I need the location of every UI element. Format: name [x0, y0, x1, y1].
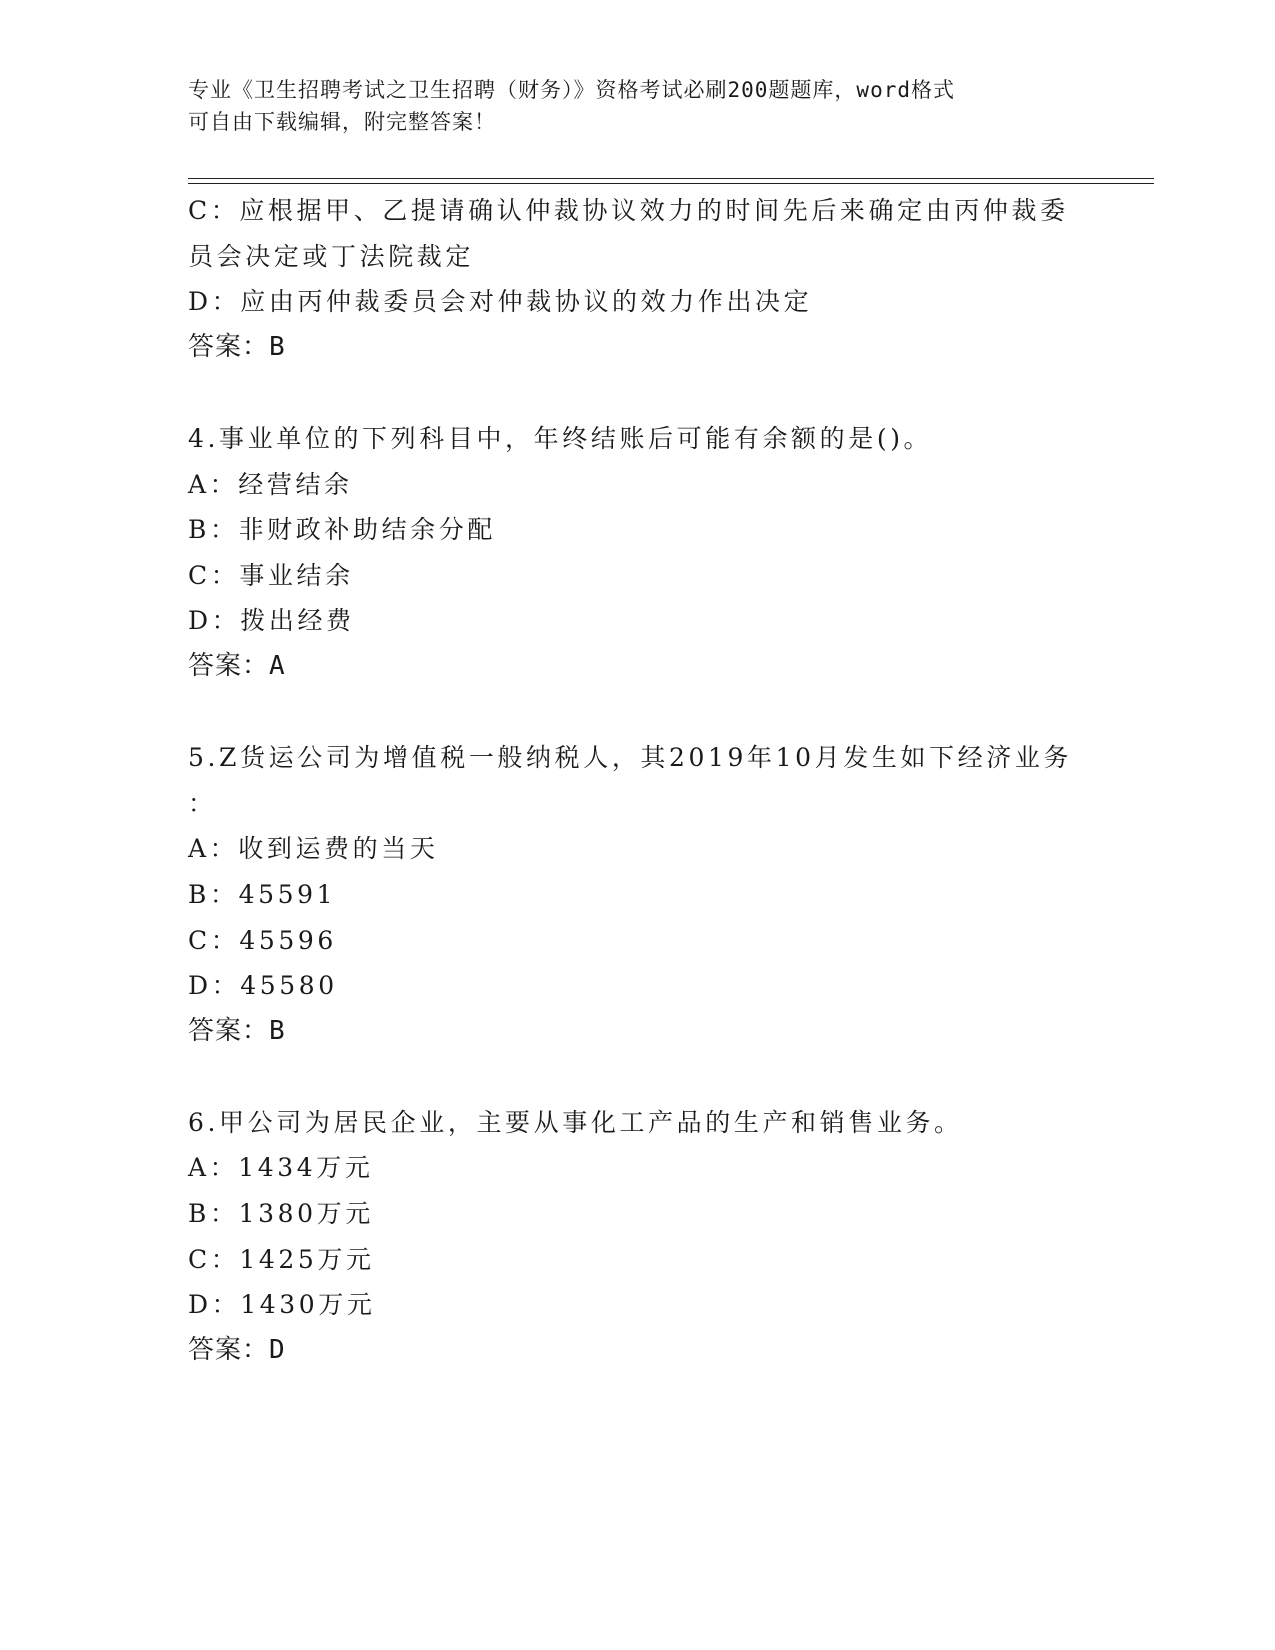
q3-option-c-line-1: C：应根据甲、乙提请确认仲裁协议效力的时间先后来确定由丙仲裁委	[188, 196, 1069, 225]
question-5	[188, 735, 1088, 1054]
q5-question-line-1: 5.Z货运公司为增值税一般纳税人，其2019年10月发生如下经济业务	[188, 743, 1073, 773]
q4-option-b: B：非财政补助结余分配	[188, 515, 496, 545]
question-4	[188, 416, 1088, 690]
q3-option-c-line-2: 员会决定或丁法院裁定	[188, 241, 475, 271]
q5-option-c: C：45596	[188, 925, 337, 955]
q5-question-line-2: ：	[188, 788, 217, 818]
spacer	[188, 1054, 1088, 1100]
q3-option-d: D：应由丙仲裁委员会对仲裁协议的效力作出决定	[188, 287, 813, 317]
q5-option-d: D：45580	[188, 971, 338, 1001]
q5-option-b: B：45591	[188, 879, 337, 909]
q6-question: 6.甲公司为居民企业，主要从事化工产品的生产和销售业务。	[188, 1107, 963, 1137]
q6-option-a: A：1434万元	[188, 1153, 374, 1183]
q4-question: 4.事业单位的下列科目中，年终结账后可能有余额的是()。	[188, 423, 933, 453]
spacer	[188, 690, 1088, 736]
header-title-line-2: 可自由下载编辑，附完整答案！	[188, 110, 496, 134]
q4-answer: 答案：A	[188, 650, 286, 681]
q4-option-a: A：经营结余	[188, 469, 353, 499]
q5-option-a: A：收到运费的当天	[188, 834, 439, 864]
q3-answer: 答案：B	[188, 331, 286, 362]
header-title-line-1: 专业《卫生招聘考试之卫生招聘（财务）》资格考试必刷200题题库，word格式	[188, 78, 955, 102]
q6-option-b: B：1380万元	[188, 1199, 374, 1229]
q4-option-d: D：拨出经费	[188, 606, 355, 636]
question-3-tail	[188, 188, 1088, 370]
q6-answer: 答案：D	[188, 1334, 286, 1365]
q5-answer: 答案：B	[188, 1015, 286, 1046]
q4-option-c: C：事业结余	[188, 560, 354, 590]
q6-option-c: C：1425万元	[188, 1244, 375, 1274]
header-divider-top	[188, 178, 1154, 179]
q6-option-d: D：1430万元	[188, 1290, 376, 1320]
header-divider-bottom	[188, 183, 1154, 184]
question-6	[188, 1100, 1088, 1374]
question-list	[188, 188, 1088, 1373]
spacer	[188, 370, 1088, 416]
document-header	[188, 74, 1068, 138]
